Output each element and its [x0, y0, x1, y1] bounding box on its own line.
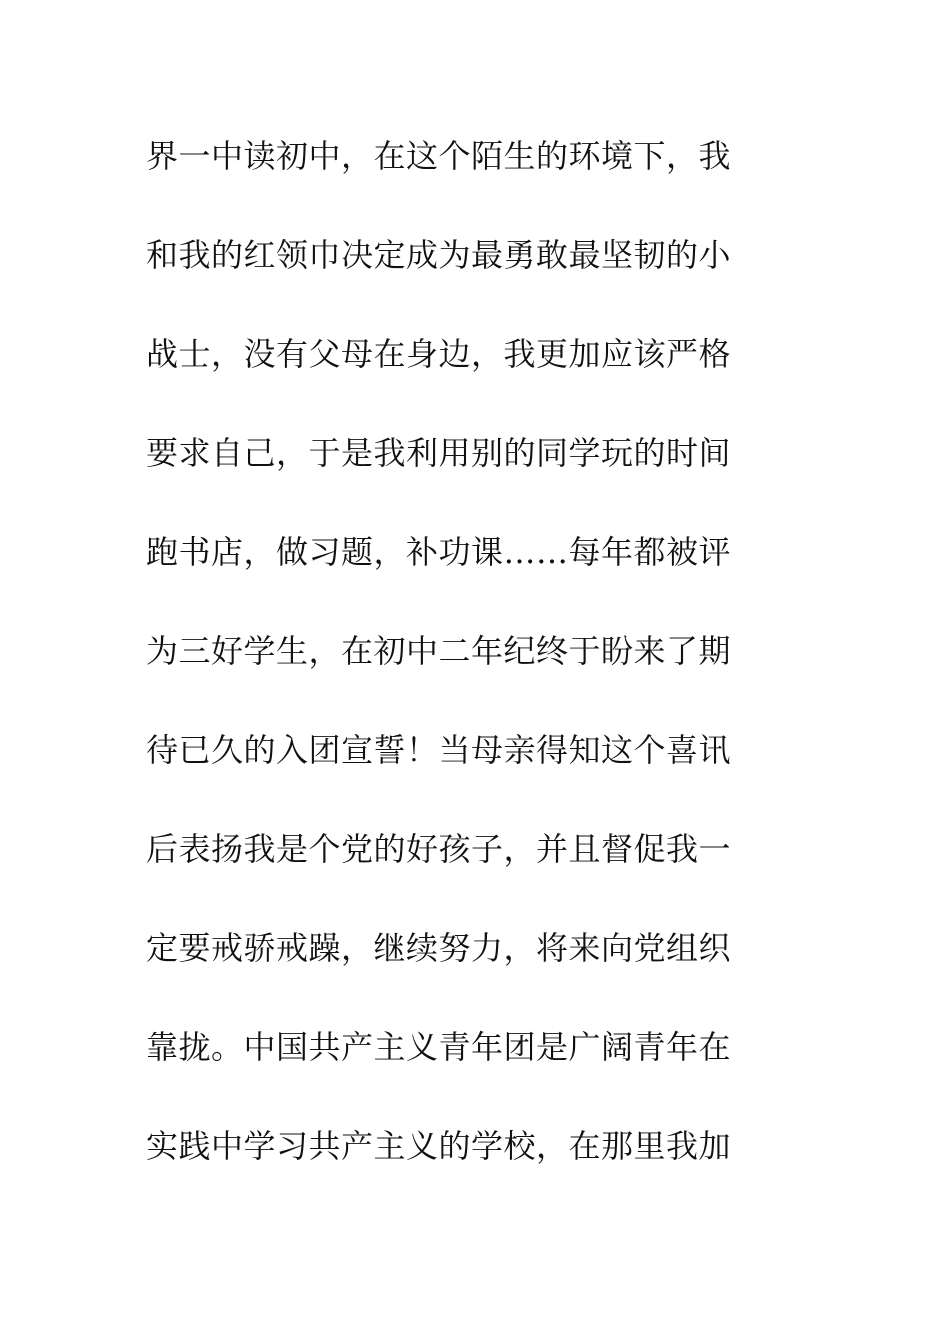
text-line: 实践中学习共产主义的学校，在那里我加: [146, 1127, 732, 1165]
body-text: [146, 122, 796, 1211]
text-line: 为三好学生，在初中二年纪终于盼来了期: [146, 632, 732, 670]
text-line: 跑书店，做习题，补功课……每年都被评: [146, 533, 732, 571]
text-line: 和我的红领巾决定成为最勇敢最坚韧的小: [146, 236, 732, 274]
text-line: 要求自己，于是我利用别的同学玩的时间: [146, 434, 732, 472]
text-line: 后表扬我是个党的好孩子，并且督促我一: [146, 830, 732, 868]
text-line: 战士，没有父母在身边，我更加应该严格: [146, 335, 732, 373]
text-line: 界一中读初中，在这个陌生的环境下，我: [146, 137, 732, 175]
text-line: 靠拢。中国共产主义青年团是广阔青年在: [146, 1028, 732, 1066]
text-line: 定要戒骄戒躁，继续努力，将来向党组织: [146, 929, 732, 967]
text-line: 待已久的入团宣誓！当母亲得知这个喜讯: [146, 731, 732, 769]
